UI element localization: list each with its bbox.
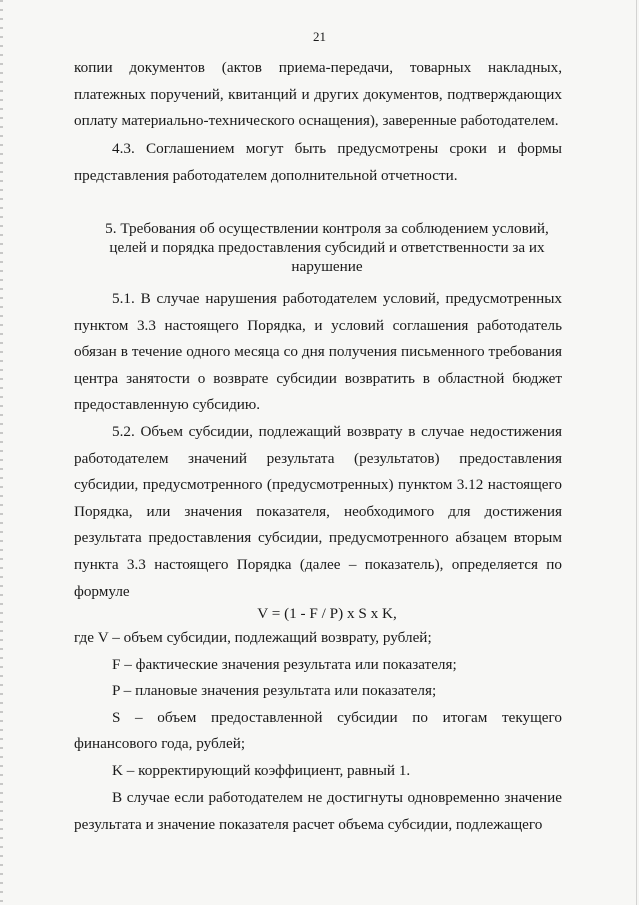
legend-s: S – объем предоставленной субсидии по итогам текущего финансового года, рублей; xyxy=(74,708,562,753)
paragraph-4-3: 4.3. Соглашением могут быть предусмотрены сроки и формы представления работодателем дополнительной отчетности. xyxy=(74,140,562,184)
scan-edge-left xyxy=(0,0,3,905)
legend-k: K – корректирующий коэффициент, равный 1. xyxy=(112,761,411,779)
paragraph-final: В случае если работодателем не достигнуты одновременно значение результата и значение показателя расчет объема субсидии, подлежащего xyxy=(74,789,562,833)
clause-4-3 xyxy=(74,136,562,189)
section-5-heading-block xyxy=(100,219,554,276)
scan-edge-right xyxy=(636,0,637,905)
section-heading: 5. Требования об осуществлении контроля за соблюдением условий, целей и порядка предоставления субсидий и ответственности за их нарушение xyxy=(105,220,549,275)
formula-legend xyxy=(74,625,562,785)
closing-clause xyxy=(74,785,562,838)
legend-v: где V – объем субсидии, подлежащий возврату, рублей; xyxy=(74,629,432,646)
clause-5-1 xyxy=(74,286,562,419)
page-number: 21 xyxy=(313,29,326,44)
paragraph-documents-copies: копии документов (актов приема-передачи, товарных накладных, платежных поручений, квитанций и других документов, подтверждающих оплату материально-технического оснащения), заверенные работодателем. xyxy=(74,59,562,130)
legend-p: P – плановые значения результата или показателя; xyxy=(112,682,437,700)
paragraph-5-2: 5.2. Объем субсидии, подлежащий возврату в случае недостижения работодателем значений результата (результатов) предоставления субсидии, предусмотренного (предусмотренных) пунктом 3.12 настоящего Порядка, или значения показателя, необходимого для достижения результата предоставления субсидии, предусмотренного абзацем вторым пункта 3.3 настоящего Порядка (далее – показатель), определяется по формуле xyxy=(74,423,562,600)
paragraph-5-1: 5.1. В случае нарушения работодателем условий, предусмотренных пунктом 3.3 настоящего Порядка, и условий соглашения работодатель обязан в течение одного месяца со дня получения письменного требования центра занятости о возврате субсидии возвратить в областной бюджет предоставленную субсидию. xyxy=(74,290,562,414)
paragraph-continuation xyxy=(74,55,562,135)
formula-block xyxy=(74,601,562,627)
formula: V = (1 - F / P) x S x K, xyxy=(257,605,397,622)
clause-5-2 xyxy=(74,419,562,605)
legend-f: F – фактические значения результата или показателя; xyxy=(112,655,457,673)
